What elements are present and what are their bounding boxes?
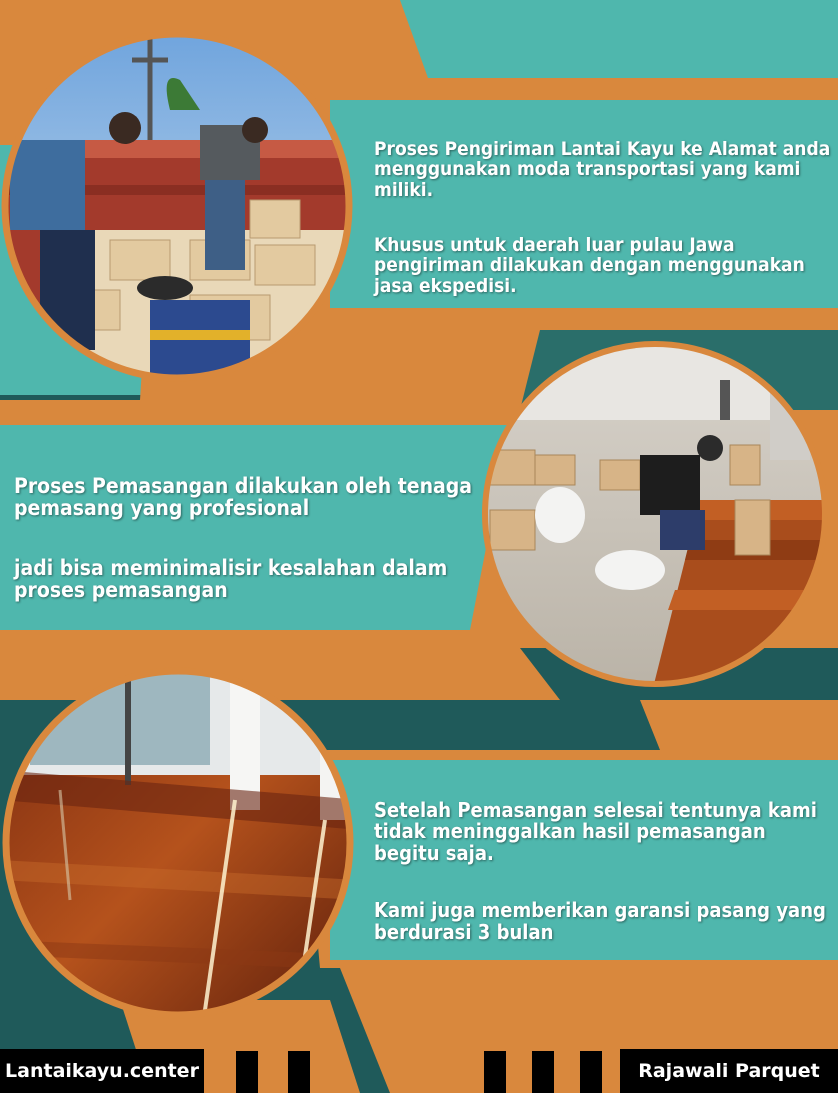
- decorative-bar: [288, 1051, 310, 1093]
- delivery-paragraph-1: Proses Pengiriman Lantai Kayu ke Alamat anda menggunakan moda transportasi yang kami miliki.: [374, 137, 831, 201]
- warranty-paragraph-1: Setelah Pemasangan selesai tentunya kami tidak meninggalkan hasil pemasangan begitu saja.: [374, 797, 817, 865]
- decorative-bar: [236, 1051, 258, 1093]
- company-label: Rajawali Parquet: [620, 1049, 838, 1093]
- website-label: Lantaikayu.center: [0, 1049, 204, 1093]
- decorative-bar: [484, 1051, 506, 1093]
- installation-paragraph-2: jadi bisa meminimalisir kesalahan dalam proses pemasangan: [14, 555, 448, 603]
- warranty-text: [374, 778, 834, 965]
- warranty-paragraph-2: Kami juga memberikan garansi pasang yang berdurasi 3 bulan: [374, 897, 826, 944]
- installation-paragraph-1: Proses Pemasangan dilakukan oleh tenaga pemasang yang profesional: [14, 473, 473, 521]
- installation-text: [14, 452, 484, 625]
- decorative-bar: [532, 1051, 554, 1093]
- delivery-paragraph-2: Khusus untuk daerah luar pulau Jawa pengiriman dilakukan dengan menggunakan jasa ekspedisi.: [374, 233, 805, 297]
- delivery-text: [374, 118, 834, 317]
- decorative-bar: [580, 1051, 602, 1093]
